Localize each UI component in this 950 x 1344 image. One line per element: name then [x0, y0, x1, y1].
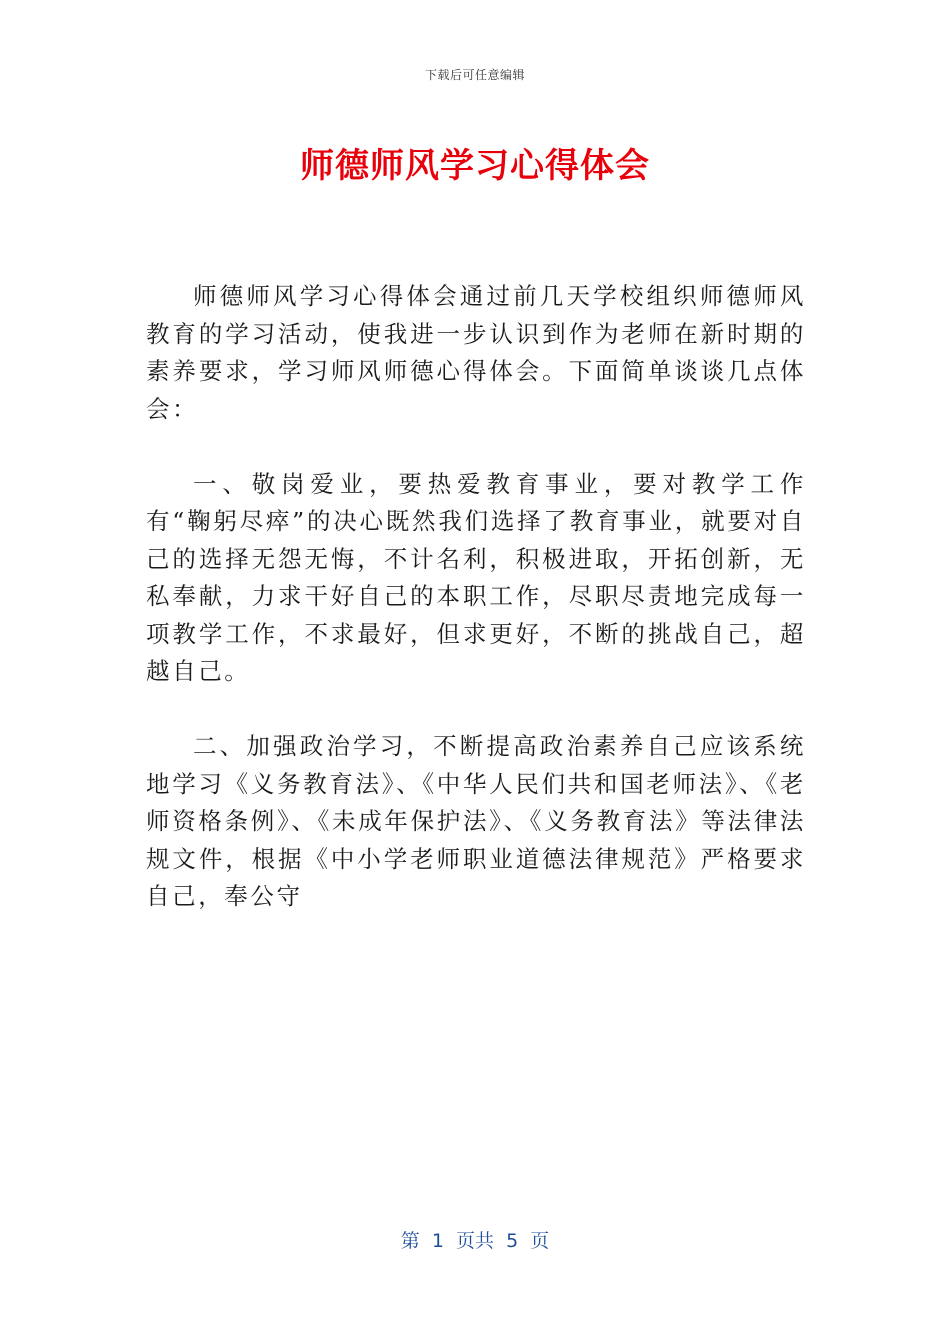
paragraph: 二、加强政治学习，不断提高政治素养自己应该系统地学习《义务教育法》、《中华人民们共和国老师法》、《老师资格条例》、《未成年保护法》、《义务教育法》等法律法规文件，根据《中小学老师职业道德法律规范》严格要求自己，奉公守 [146, 732, 806, 910]
paragraph: 一、敬岗爱业，要热爱教育事业，要对教学工作有“鞠躬尽瘁”的决心既然我们选择了教育事业，就要对自己的选择无怨无悔，不计名利，积极进取，开拓创新，无私奉献，力求干好自己的本职工作，尽职尽责地完成每一项教学工作，不求最好，但求更好，不断的挑战自己，超越自己。 [146, 469, 806, 685]
page-number: 第 1 页共 5 页 [400, 1230, 550, 1252]
document-title: 师德师风学习心得体会 [300, 146, 650, 186]
paragraph: 师德师风学习心得体会通过前几天学校组织师德师风教育的学习活动，使我进一步认识到作为老师在新时期的素养要求，学习师风师德心得体会。下面简单谈谈几点体会： [146, 282, 806, 423]
header-note: 下载后可任意编辑 [424, 68, 525, 82]
document-body [146, 278, 806, 953]
